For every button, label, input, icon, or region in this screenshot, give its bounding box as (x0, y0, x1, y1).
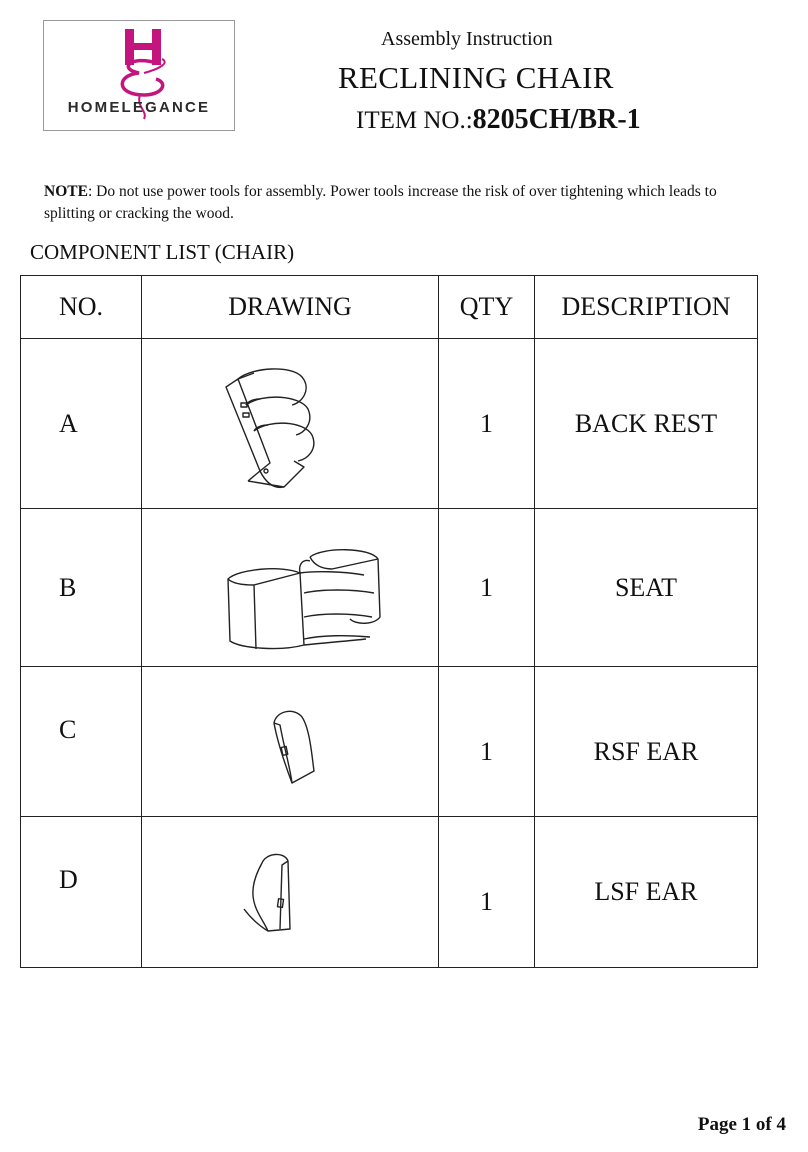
column-header-description: DESCRIPTION (535, 276, 758, 339)
back-rest-drawing-icon (142, 339, 439, 507)
part-description: LSF EAR (535, 817, 758, 968)
column-header-no: NO. (21, 276, 142, 339)
column-header-drawing: DRAWING (142, 276, 439, 339)
part-drawing-cell (142, 667, 439, 817)
component-table (20, 275, 758, 968)
part-number: C (21, 667, 142, 817)
part-number: B (21, 509, 142, 667)
part-description: BACK REST (535, 339, 758, 509)
component-list-heading: COMPONENT LIST (CHAIR) (30, 240, 295, 264)
note-label: NOTE (44, 183, 88, 200)
page-indicator: Page 1 of 4 (697, 1114, 786, 1135)
item-number-line (356, 104, 641, 136)
brand-wordmark: HOMELEGANCE (67, 99, 211, 116)
column-header-qty: QTY (439, 276, 535, 339)
item-number: 8205CH/BR-1 (472, 104, 641, 135)
table-row (21, 817, 758, 968)
table-header-row (21, 276, 758, 339)
product-title: RECLINING CHAIR (338, 60, 614, 95)
part-number: A (21, 339, 142, 509)
part-quantity: 1 (439, 509, 535, 667)
table-row (21, 339, 758, 509)
part-quantity: 1 (439, 339, 535, 509)
table-row (21, 509, 758, 667)
part-description: SEAT (535, 509, 758, 667)
lsf-ear-drawing-icon (142, 817, 439, 966)
part-quantity: 1 (439, 817, 535, 968)
note-text: : Do not use power tools for assembly. Power tools increase the risk of over tightening which leads to splitting or cracking the wood. (44, 183, 717, 222)
document-type: Assembly Instruction (381, 28, 553, 50)
item-number-label: ITEM NO.: (356, 107, 473, 134)
table-row (21, 667, 758, 817)
part-drawing-cell (142, 509, 439, 667)
part-number: D (21, 817, 142, 968)
part-drawing-cell (142, 817, 439, 968)
seat-drawing-icon (142, 509, 439, 665)
assembly-note (44, 181, 764, 225)
part-drawing-cell (142, 339, 439, 509)
part-quantity: 1 (439, 667, 535, 817)
rsf-ear-drawing-icon (142, 667, 439, 815)
brand-logo (43, 20, 235, 131)
part-description: RSF EAR (535, 667, 758, 817)
